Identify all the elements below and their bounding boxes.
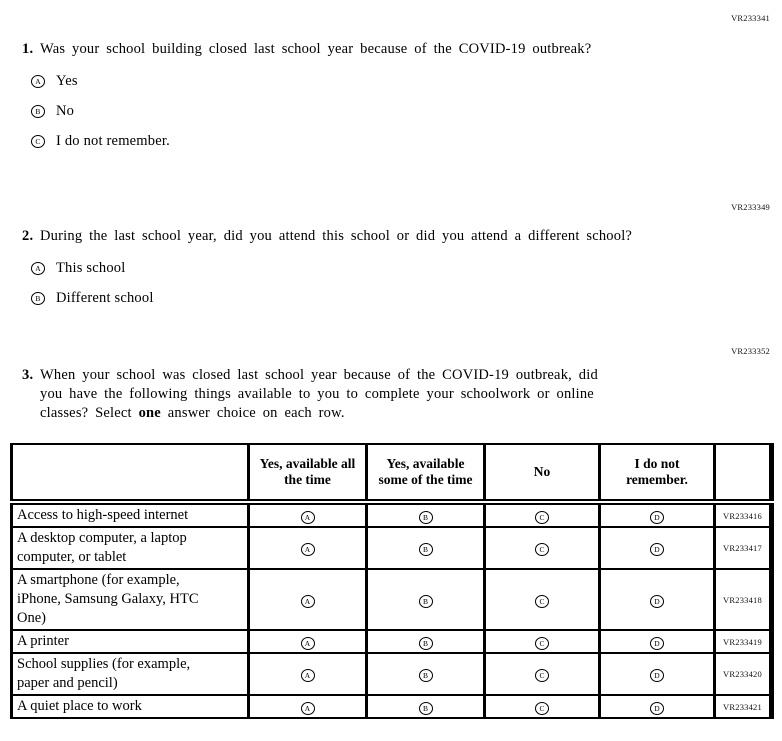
cell-printer-a xyxy=(249,630,367,653)
row-vr-code: VR233417 xyxy=(715,527,772,569)
question-3-number: 3. xyxy=(22,367,34,383)
question-1-number: 1. xyxy=(22,41,34,57)
cell-smartphone-c xyxy=(485,569,600,630)
table-row xyxy=(12,653,772,695)
answer-bubble-c[interactable]: C xyxy=(535,511,549,524)
answer-bubble-a[interactable]: A xyxy=(301,637,315,650)
cell-supplies-a xyxy=(249,653,367,695)
cell-printer-d xyxy=(600,630,715,653)
answer-bubble-c[interactable]: C xyxy=(535,637,549,650)
row-vr-code: VR233421 xyxy=(715,695,772,718)
question-1-text: Was your school building closed last school year because of the COVID-19 outbreak? xyxy=(40,41,592,57)
answer-bubble-b[interactable]: B xyxy=(419,595,433,608)
cell-internet-b xyxy=(367,502,485,527)
cell-supplies-d xyxy=(600,653,715,695)
row-label-quiet-place: A quiet place to work xyxy=(12,695,249,718)
cell-printer-c xyxy=(485,630,600,653)
q2-option-a[interactable] xyxy=(31,260,782,277)
cell-internet-d xyxy=(600,502,715,527)
question-3-line2: you have the following things available to you to complete your schoolwork or online xyxy=(40,386,594,402)
header-blank xyxy=(12,444,249,502)
row-vr-code: VR233418 xyxy=(715,569,772,630)
cell-supplies-b xyxy=(367,653,485,695)
cell-internet-c xyxy=(485,502,600,527)
availability-table xyxy=(10,443,774,719)
row-label-internet: Access to high-speed internet xyxy=(12,502,249,527)
header-no: No xyxy=(485,444,600,502)
cell-internet-a xyxy=(249,502,367,527)
question-2-text: During the last school year, did you attend this school or did you attend a different school? xyxy=(40,228,633,244)
answer-bubble-b[interactable]: B xyxy=(419,637,433,650)
answer-bubble-d[interactable]: D xyxy=(650,637,664,650)
answer-bubble-d[interactable]: D xyxy=(650,543,664,556)
question-1 xyxy=(22,40,742,59)
header-vr-blank xyxy=(715,444,772,502)
question-3-text xyxy=(40,366,598,423)
cell-smartphone-a xyxy=(249,569,367,630)
q1-option-a[interactable] xyxy=(31,73,782,90)
question-3-line3-pre: classes? Select xyxy=(40,405,139,421)
row-label-computer: A desktop computer, a laptop computer, or tablet xyxy=(12,527,249,569)
answer-bubble-b[interactable]: B xyxy=(419,543,433,556)
answer-bubble-c[interactable]: C xyxy=(535,702,549,715)
q2-option-b[interactable] xyxy=(31,290,782,307)
row-vr-code: VR233416 xyxy=(715,502,772,527)
q2-option-a-bubble[interactable]: A xyxy=(31,262,45,275)
cell-computer-b xyxy=(367,527,485,569)
table-row xyxy=(12,695,772,718)
table-row xyxy=(12,630,772,653)
cell-quiet-d xyxy=(600,695,715,718)
cell-printer-b xyxy=(367,630,485,653)
question-2-number: 2. xyxy=(22,228,34,244)
header-do-not-remember: I do not remember. xyxy=(600,444,715,502)
table-row xyxy=(12,502,772,527)
q2-option-b-bubble[interactable]: B xyxy=(31,292,45,305)
q1-option-b-bubble[interactable]: B xyxy=(31,105,45,118)
answer-bubble-d[interactable]: D xyxy=(650,669,664,682)
answer-bubble-a[interactable]: A xyxy=(301,543,315,556)
answer-bubble-a[interactable]: A xyxy=(301,595,315,608)
vr-code-q3: VR233352 xyxy=(731,346,770,356)
cell-quiet-c xyxy=(485,695,600,718)
vr-code-q2: VR233349 xyxy=(731,202,770,212)
q2-option-a-label: This school xyxy=(56,260,126,276)
table-row xyxy=(12,569,772,630)
cell-smartphone-d xyxy=(600,569,715,630)
question-2 xyxy=(22,227,742,246)
answer-bubble-d[interactable]: D xyxy=(650,511,664,524)
row-vr-code: VR233420 xyxy=(715,653,772,695)
q1-option-b[interactable] xyxy=(31,103,782,120)
cell-supplies-c xyxy=(485,653,600,695)
answer-bubble-d[interactable]: D xyxy=(650,595,664,608)
header-yes-some-time: Yes, available some of the time xyxy=(367,444,485,502)
answer-bubble-c[interactable]: C xyxy=(535,595,549,608)
row-label-supplies: School supplies (for example, paper and pencil) xyxy=(12,653,249,695)
answer-bubble-a[interactable]: A xyxy=(301,702,315,715)
cell-smartphone-b xyxy=(367,569,485,630)
answer-bubble-a[interactable]: A xyxy=(301,511,315,524)
answer-bubble-d[interactable]: D xyxy=(650,702,664,715)
answer-bubble-b[interactable]: B xyxy=(419,669,433,682)
header-yes-all-time: Yes, available all the time xyxy=(249,444,367,502)
q1-option-c[interactable] xyxy=(31,133,782,150)
question-3-line1: When your school was closed last school year because of the COVID-19 outbreak, did xyxy=(40,367,598,383)
cell-computer-c xyxy=(485,527,600,569)
q1-option-c-label: I do not remember. xyxy=(56,133,170,149)
cell-computer-d xyxy=(600,527,715,569)
question-3 xyxy=(22,366,742,423)
cell-quiet-a xyxy=(249,695,367,718)
question-3-line3-post: answer choice on each row. xyxy=(160,405,345,421)
q2-option-b-label: Different school xyxy=(56,290,154,306)
q1-option-c-bubble[interactable]: C xyxy=(31,135,45,148)
answer-bubble-b[interactable]: B xyxy=(419,511,433,524)
vr-code-q1: VR233341 xyxy=(731,13,770,23)
row-vr-code: VR233419 xyxy=(715,630,772,653)
row-label-smartphone: A smartphone (for example, iPhone, Samsung Galaxy, HTC One) xyxy=(12,569,249,630)
q1-option-a-bubble[interactable]: A xyxy=(31,75,45,88)
answer-bubble-a[interactable]: A xyxy=(301,669,315,682)
q1-option-b-label: No xyxy=(56,103,75,119)
row-label-printer: A printer xyxy=(12,630,249,653)
cell-quiet-b xyxy=(367,695,485,718)
answer-bubble-b[interactable]: B xyxy=(419,702,433,715)
question-3-line3-bold: one xyxy=(138,405,161,421)
table-row xyxy=(12,527,772,569)
q1-option-a-label: Yes xyxy=(56,73,78,89)
answer-bubble-c[interactable]: C xyxy=(535,543,549,556)
table-header-row xyxy=(12,444,772,502)
answer-bubble-c[interactable]: C xyxy=(535,669,549,682)
cell-computer-a xyxy=(249,527,367,569)
